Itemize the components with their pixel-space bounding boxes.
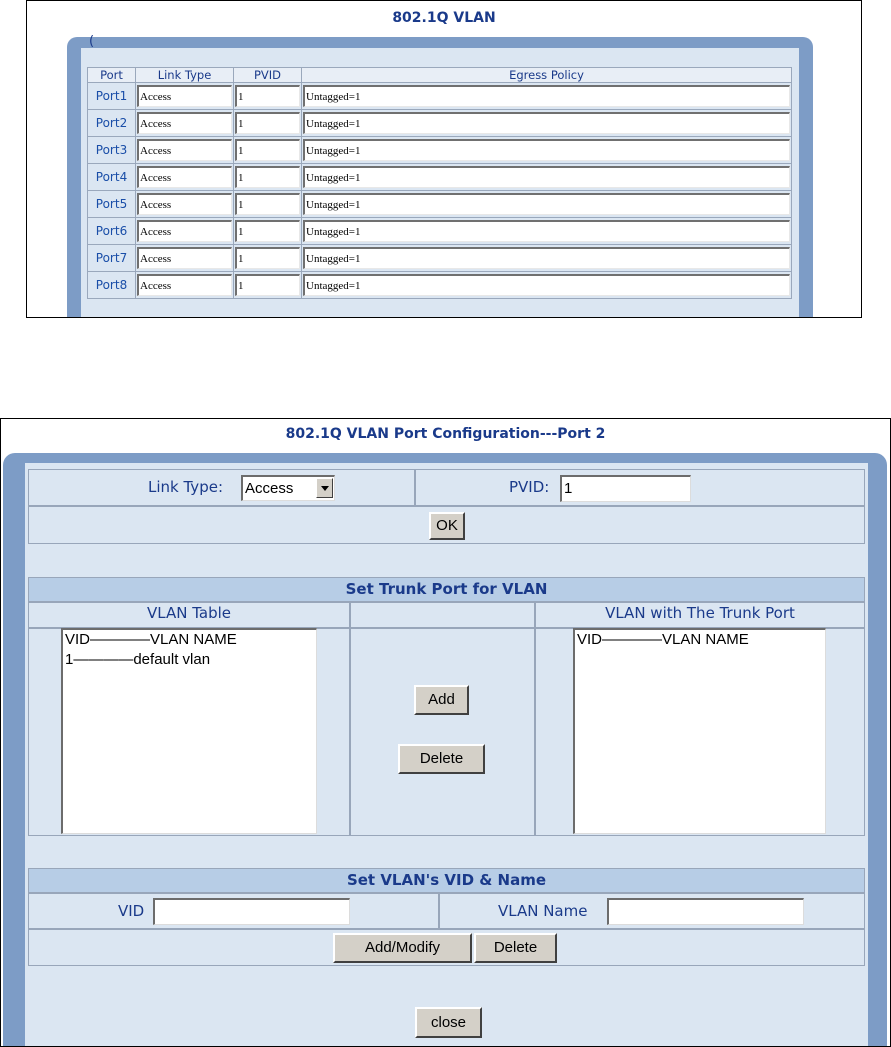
ok-button[interactable]: OK [429,512,465,540]
chevron-down-icon[interactable] [316,478,333,498]
pvid-field[interactable]: 1 [235,85,300,107]
link-type-select[interactable] [241,475,335,501]
vlan-name-input[interactable] [607,898,804,925]
table-row [88,218,792,245]
egress-field[interactable]: Untagged=1 [303,112,790,134]
link-type-label: Link Type: [148,478,223,496]
egress-field[interactable]: Untagged=1 [303,274,790,296]
pvid-field[interactable]: 1 [235,112,300,134]
list-item[interactable]: VID————VLAN NAME [577,631,749,648]
header-link-type: Link Type [136,68,234,83]
port-config-title: 802.1Q VLAN Port Configuration---Port 2 [285,426,606,442]
vid-name-section-heading: Set VLAN's VID & Name [28,868,865,893]
pvid-field[interactable]: 1 [235,220,300,242]
add-trunk-button[interactable]: Add [414,685,469,715]
vid-label: VID [118,902,145,920]
pvid-input[interactable]: 1 [560,475,691,502]
table-row [88,245,792,272]
link-type-field[interactable]: Access [137,193,232,215]
vlan-table-label: VLAN Table [146,604,231,622]
link-type-field[interactable]: Access [137,220,232,242]
vlan-trunk-listbox[interactable] [573,628,826,834]
trunk-actions-cell [350,628,535,836]
port-link[interactable]: Port2 [88,110,136,137]
egress-field[interactable]: Untagged=1 [303,166,790,188]
header-port: Port [88,68,136,83]
stray-brace: ( [89,34,95,49]
list-item[interactable]: 1————default vlan [65,651,211,668]
egress-field[interactable]: Untagged=1 [303,85,790,107]
link-type-field[interactable]: Access [137,166,232,188]
pvid-field[interactable]: 1 [235,193,300,215]
table-row [88,137,792,164]
port-config-panel [0,418,891,1047]
close-button[interactable]: close [415,1007,482,1038]
delete-vlan-button[interactable]: Delete [474,933,557,963]
table-row [88,83,792,110]
table-row [88,164,792,191]
egress-field[interactable]: Untagged=1 [303,220,790,242]
link-type-select-value: Access [245,480,294,497]
pvid-field[interactable]: 1 [235,274,300,296]
add-modify-button[interactable]: Add/Modify [333,933,472,963]
link-type-field[interactable]: Access [137,139,232,161]
pvid-field[interactable]: 1 [235,247,300,269]
port-link[interactable]: Port8 [88,272,136,299]
port-link[interactable]: Port5 [88,191,136,218]
link-type-field[interactable]: Access [137,85,232,107]
table-row [88,191,792,218]
table-header-row [88,68,792,83]
port-link[interactable]: Port3 [88,137,136,164]
egress-field[interactable]: Untagged=1 [303,193,790,215]
link-type-field[interactable]: Access [137,247,232,269]
pvid-field[interactable]: 1 [235,166,300,188]
vlan-overview-panel [26,0,862,318]
port-link[interactable]: Port6 [88,218,136,245]
pvid-field[interactable]: 1 [235,139,300,161]
trunk-middle-header-cell [350,602,535,628]
delete-trunk-button[interactable]: Delete [398,744,485,774]
trunk-section-heading: Set Trunk Port for VLAN [28,577,865,602]
pvid-label: PVID: [509,478,550,496]
port-link[interactable]: Port7 [88,245,136,272]
list-item[interactable]: VID————VLAN NAME [65,631,237,648]
vlan-overview-title: 802.1Q VLAN [392,10,496,26]
vlan-trunk-label: VLAN with The Trunk Port [605,604,795,622]
port-link[interactable]: Port4 [88,164,136,191]
vlan-name-label: VLAN Name [498,902,588,920]
header-pvid: PVID [234,68,302,83]
link-type-field[interactable]: Access [137,274,232,296]
table-row [88,110,792,137]
link-type-field[interactable]: Access [137,112,232,134]
header-egress-policy: Egress Policy [302,68,792,83]
egress-field[interactable]: Untagged=1 [303,247,790,269]
port-link[interactable]: Port1 [88,83,136,110]
table-row [88,272,792,299]
egress-field[interactable]: Untagged=1 [303,139,790,161]
port-vlan-table [87,67,792,299]
vlan-table-listbox[interactable] [61,628,317,834]
vid-input[interactable] [153,898,350,925]
